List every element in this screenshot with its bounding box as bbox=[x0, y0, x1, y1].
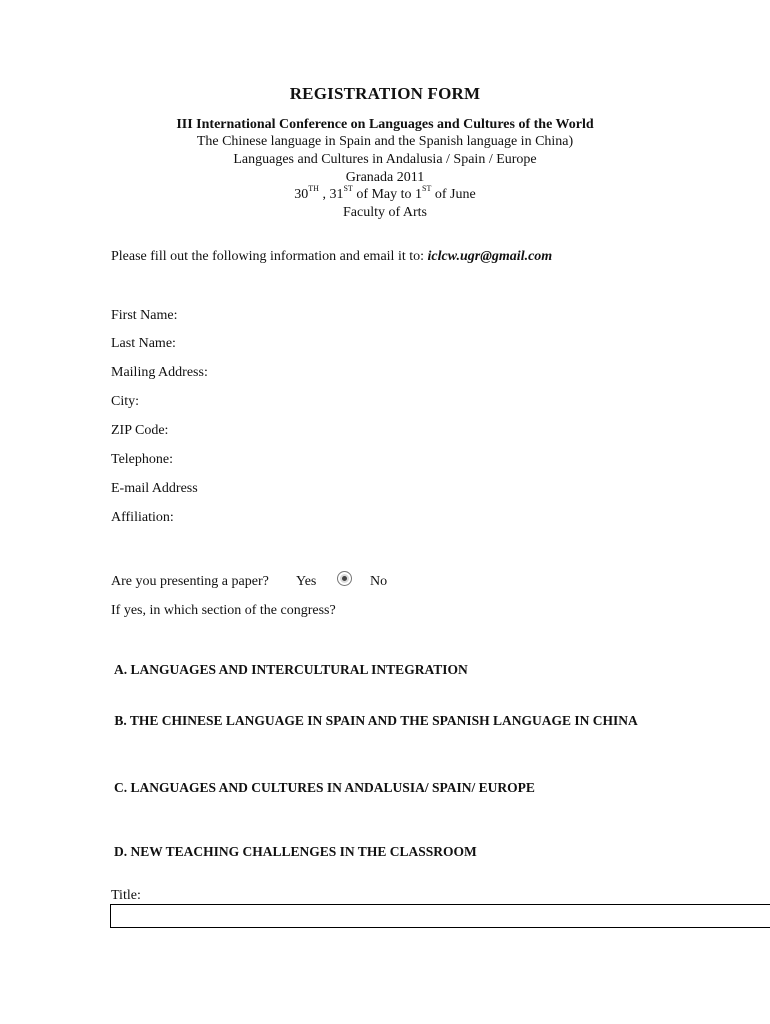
email-address-label: E-mail Address bbox=[111, 481, 198, 496]
title-input[interactable] bbox=[110, 904, 770, 928]
instructions bbox=[111, 249, 552, 265]
section-b: B. THE CHINESE LANGUAGE IN SPAIN AND THE SPANISH LANGUAGE IN CHINA bbox=[114, 713, 638, 728]
instructions-text: Please fill out the following information and email it to: bbox=[111, 249, 428, 264]
paper-radio-button[interactable] bbox=[337, 571, 352, 586]
conference-venue: Faculty of Arts bbox=[343, 205, 427, 220]
page-title: REGISTRATION FORM bbox=[289, 84, 481, 103]
section-a: A. LANGUAGES AND INTERCULTURAL INTEGRATION bbox=[114, 662, 468, 677]
first-name-label: First Name: bbox=[111, 308, 178, 323]
last-name-label: Last Name: bbox=[111, 336, 176, 351]
radio-dot-icon bbox=[342, 576, 347, 581]
contact-email: iclcw.ugr@gmail.com bbox=[427, 249, 553, 264]
conference-name: III International Conference on Languages and Cultures of the World bbox=[176, 117, 594, 132]
title-label: Title: bbox=[111, 888, 141, 903]
paper-question: Are you presenting a paper? bbox=[111, 574, 269, 589]
telephone-label: Telephone: bbox=[111, 452, 173, 467]
mailing-address-label: Mailing Address: bbox=[111, 365, 208, 380]
conference-subtitle-1: The Chinese language in Spain and the Spanish language in China) bbox=[196, 134, 574, 149]
no-label: No bbox=[370, 574, 388, 589]
affiliation-label: Affiliation: bbox=[111, 510, 174, 525]
conference-subtitle-2: Languages and Cultures in Andalusia / Spain / Europe bbox=[233, 152, 537, 167]
conference-dates: 30TH , 31ST of May to 1ST of June bbox=[294, 184, 476, 202]
zip-code-label: ZIP Code: bbox=[111, 423, 169, 438]
conference-location: Granada 2011 bbox=[345, 170, 425, 185]
yes-label: Yes bbox=[296, 574, 317, 589]
section-question: If yes, in which section of the congress? bbox=[111, 603, 336, 618]
section-c: C. LANGUAGES AND CULTURES IN ANDALUSIA/ SPAIN/ EUROPE bbox=[114, 780, 535, 795]
city-label: City: bbox=[111, 394, 140, 409]
section-d: D. NEW TEACHING CHALLENGES IN THE CLASSROOM bbox=[114, 844, 477, 859]
